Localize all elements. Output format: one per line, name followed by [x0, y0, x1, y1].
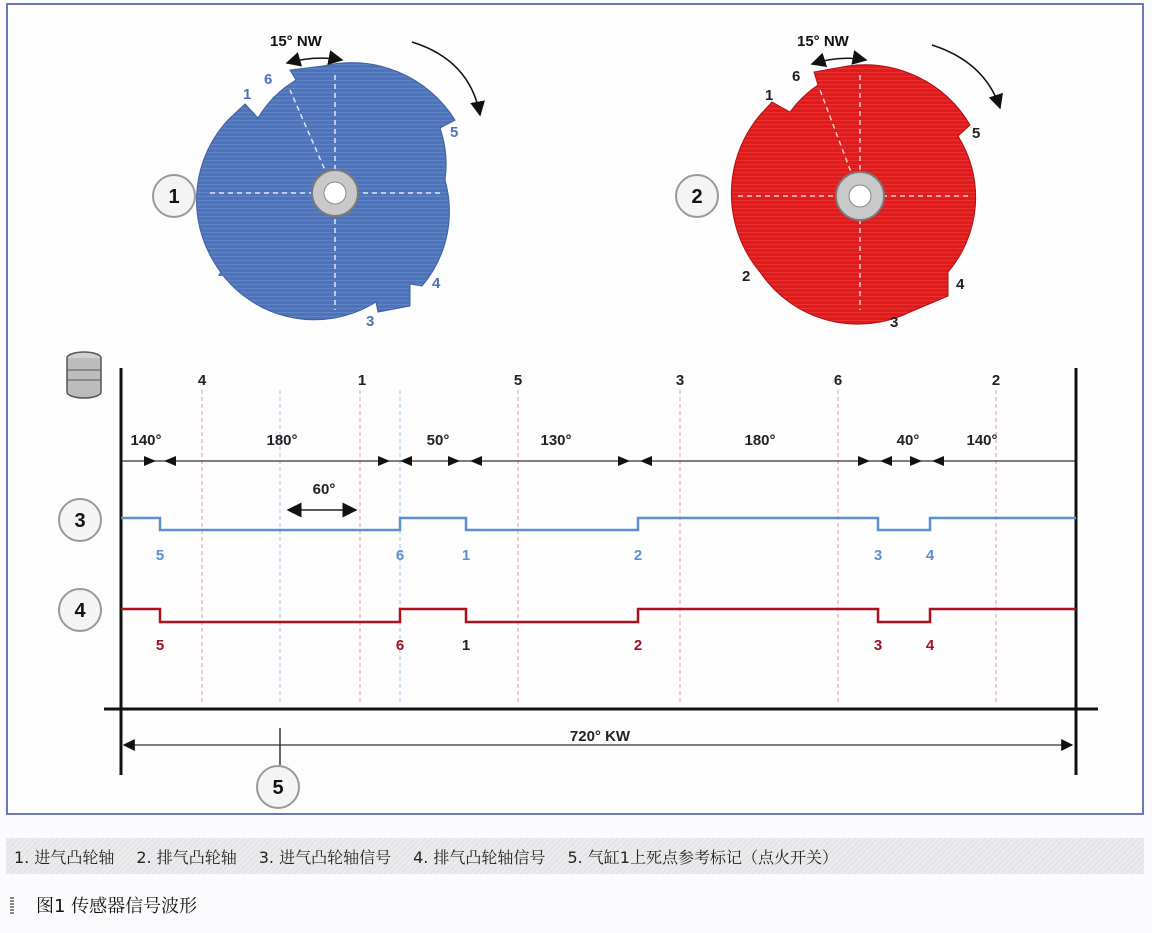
intake-signal-label: 1 — [461, 547, 471, 564]
intake-signal-labels — [156, 547, 935, 564]
angle-label: 50° — [426, 432, 450, 449]
exhaust-signal-label: 1 — [461, 637, 471, 654]
svg-text:3: 3 — [74, 510, 86, 532]
legend-item: 4. 排气凸轮轴信号 — [413, 847, 546, 867]
legend-item: 1. 进气凸轮轴 — [14, 847, 115, 867]
callout-tdc-reference — [257, 766, 299, 808]
exhaust-signal-label: 3 — [873, 637, 883, 654]
figure-caption: 图1 传感器信号波形 — [36, 896, 198, 917]
intake-tooth-label: 2 — [218, 263, 227, 280]
intake-tooth-label: 5 — [450, 124, 459, 141]
exhaust-signal-label: 6 — [395, 637, 405, 654]
angle-dimension-line — [122, 456, 1075, 466]
angle-label: 140° — [130, 432, 162, 449]
exhaust-signal-label: 2 — [633, 637, 643, 654]
exhaust-signal-waveform — [121, 609, 1076, 622]
cylinder-label: 3 — [675, 372, 685, 389]
intake-signal-label: 4 — [925, 547, 935, 564]
intake-tooth-label: 6 — [264, 71, 273, 88]
caption-marker — [10, 897, 14, 915]
cylinder-icon — [67, 352, 101, 398]
svg-text:1: 1 — [168, 186, 180, 208]
angle-label: 40° — [896, 432, 920, 449]
intake-signal-label: 3 — [873, 547, 883, 564]
angle-label: 180° — [744, 432, 776, 449]
intake-signal-label: 2 — [633, 547, 643, 564]
legend-bar — [6, 838, 1144, 874]
angle-label: 180° — [266, 432, 298, 449]
callout-exhaust-signal — [59, 589, 101, 631]
angle-label: 130° — [540, 432, 572, 449]
exhaust-adjust-arrow — [812, 58, 866, 64]
sub-angle-label: 60° — [312, 481, 336, 498]
cylinder-label: 2 — [991, 372, 1001, 389]
intake-camshaft-wheel — [197, 63, 455, 320]
legend-item: 5. 气缸1上死点参考标记（点火开关） — [567, 847, 838, 867]
exhaust-tooth-label: 2 — [742, 268, 751, 285]
exhaust-tooth-label: 4 — [956, 276, 965, 293]
cylinder-label: 5 — [513, 372, 523, 389]
svg-text:2: 2 — [691, 186, 703, 208]
exhaust-tooth-label: 5 — [972, 125, 981, 142]
exhaust-signal-labels — [156, 637, 935, 654]
total-angle-label: 720° KW — [569, 728, 631, 745]
exhaust-tooth-label: 6 — [792, 68, 801, 85]
intake-angle-label: 15° NW — [270, 33, 322, 50]
callout-exhaust-camshaft — [676, 175, 718, 217]
legend-item: 2. 排气凸轮轴 — [136, 847, 237, 867]
callout-intake-camshaft — [153, 175, 195, 217]
cylinder-label: 4 — [197, 372, 207, 389]
exhaust-angle-label: 15° NW — [797, 33, 849, 50]
chart-axes — [104, 368, 1098, 775]
intake-adjust-arrow — [287, 58, 342, 63]
intake-tooth-label: 1 — [243, 86, 252, 103]
svg-text:5: 5 — [272, 777, 284, 799]
exhaust-tooth-label: 1 — [765, 87, 774, 104]
intake-signal-label: 6 — [395, 547, 405, 564]
exhaust-signal-label: 4 — [925, 637, 935, 654]
callout-intake-signal — [59, 499, 101, 541]
svg-text:4: 4 — [74, 600, 86, 622]
intake-signal-label: 5 — [155, 547, 165, 564]
exhaust-tooth-label: 3 — [890, 314, 899, 331]
angle-labels — [130, 432, 997, 449]
angle-label: 140° — [966, 432, 998, 449]
intake-tooth-label: 3 — [366, 313, 375, 330]
cylinder-labels — [198, 372, 1000, 389]
exhaust-signal-label: 5 — [155, 637, 165, 654]
legend-item: 3. 进气凸轮轴信号 — [258, 847, 392, 867]
cylinder-label: 1 — [357, 372, 367, 389]
intake-signal-waveform — [121, 518, 1076, 530]
cylinder-label: 6 — [833, 372, 843, 389]
intake-tooth-label: 4 — [432, 275, 441, 292]
